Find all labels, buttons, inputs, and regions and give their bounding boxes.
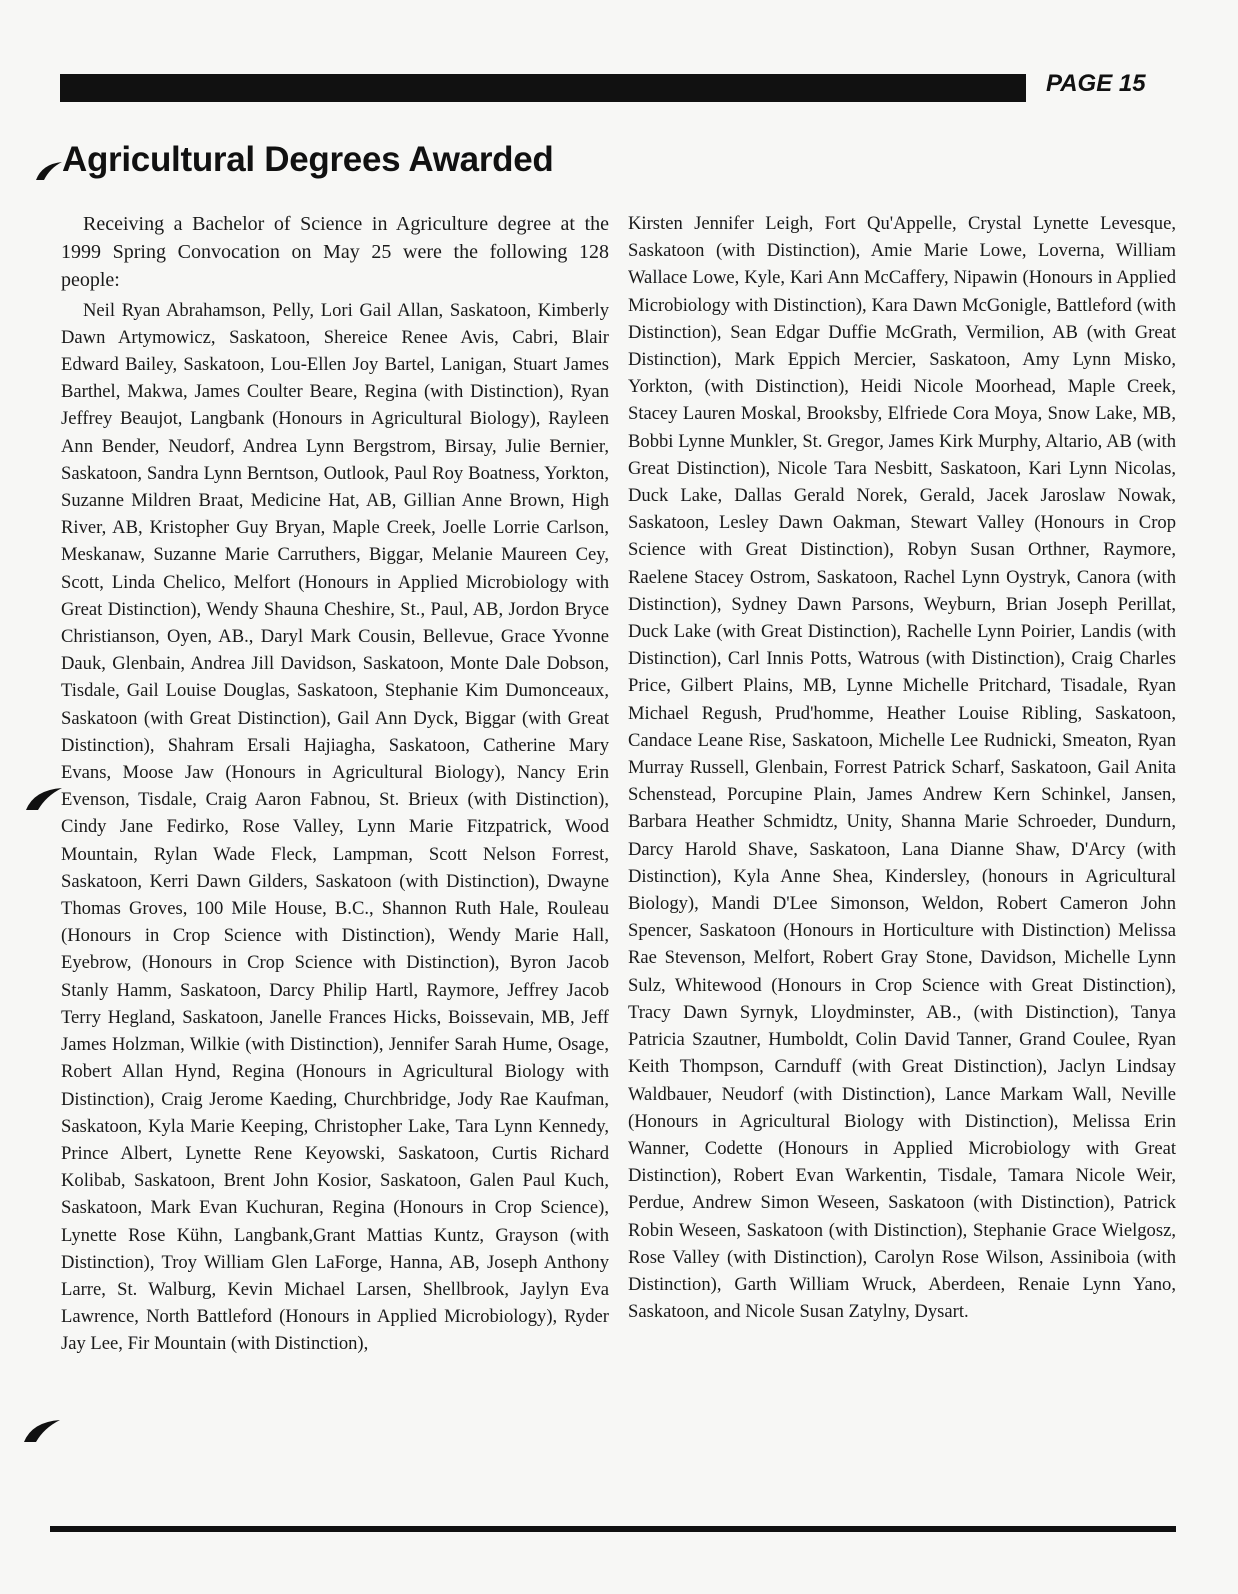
footer-rule — [50, 1526, 1176, 1532]
binder-hole-mark-middle — [24, 786, 64, 812]
page-number: PAGE 15 — [1046, 70, 1146, 97]
article-title: Agricultural Degrees Awarded — [62, 140, 554, 179]
article-column-right — [628, 210, 1176, 1325]
graduate-list-part-1: Neil Ryan Abrahamson, Pelly, Lori Gail Allan, Saskatoon, Kimberly Dawn Artymowicz, Saskatoon, Shereice Renee Avis, Cabri, Blair Edward Bailey, Saskatoon, Lou-Ellen Joy Bartel, Lanigan, Stuart James Barthel, Makwa, James Coulter Beare, Regina (with Distinction), Ryan Jeffrey Beaujot, Langbank (Honours in Agricultural Biology), Rayleen Ann Bender, Neudorf, Andrea Lynn Bergstrom, Birsay, Julie Bernier, Saskatoon, Sandra Lynn Berntson, Outlook, Paul Roy Boatness, Yorkton, Suzanne Mildren Braat, Medicine Hat, AB, Gillian Anne Brown, High River, AB, Kristopher Guy Bryan, Maple Creek, Joelle Lorrie Carlson, Meskanaw, Suzanne Marie Carruthers, Biggar, Melanie Maureen Cey, Scott, Linda Chelico, Melfort (Honours in Applied Microbiology with Great Distinction), Wendy Shauna Cheshire, St., Paul, AB, Jordon Bryce Christianson, Oyen, AB., Daryl Mark Cousin, Bellevue, Grace Yvonne Dauk, Glenbain, Andrea Jill Davidson, Saskatoon, Monte Dale Dobson, Tisdale, Gail Louise Douglas, Saskatoon, Stephanie Kim Dumonceaux, Saskatoon (with Great Distinction), Gail Ann Dyck, Biggar (with Great Distinction), Shahram Ersali Hajiagha, Saskatoon, Catherine Mary Evans, Moose Jaw (Honours in Agricultural Biology), Nancy Erin Evenson, Tisdale, Craig Aaron Fabnou, St. Brieux (with Distinction), Cindy Jane Fedirko, Rose Valley, Lynn Marie Fitzpatrick, Wood Mountain, Rylan Wade Fleck, Lampman, Scott Nelson Forrest, Saskatoon, Kerri Dawn Gilders, Saskatoon (with Distinction), Dwayne Thomas Groves, 100 Mile House, B.C., Shannon Ruth Hale, Rouleau (Honours in Crop Science with Distinction), Wendy Marie Hall, Eyebrow, (Honours in Crop Science with Distinction), Byron Jacob Stanly Hamm, Saskatoon, Darcy Philip Hartl, Raymore, Jeffrey Jacob Terry Hegland, Saskatoon, Janelle Frances Hicks, Boissevain, MB, Jeff James Holzman, Wilkie (with Distinction), Jennifer Sarah Hume, Osage, Robert Allan Hynd, Regina (Honours in Agricultural Biology with Distinction), Craig Jerome Kaeding, Churchbridge, Jody Rae Kaufman, Saskatoon, Kyla Marie Keeping, Christopher Lake, Tara Lynn Kennedy, Prince Albert, Lynette Rene Keyowski, Saskatoon, Curtis Richard Kolibab, Saskatoon, Brent John Kosior, Saskatoon, Galen Paul Kuch, Saskatoon, Mark Evan Kuchuran, Regina (Honours in Crop Science), Lynette Rose Kühn, Langbank,Grant Mattias Kuntz, Grayson (with Distinction), Troy William Glen LaForge, Hanna, AB, Joseph Anthony Larre, St. Walburg, Kevin Michael Larsen, Shellbrook, Jaylyn Eva Lawrence, North Battleford (Honours in Applied Microbiology), Ryder Jay Lee, Fir Mountain (with Distinction), — [61, 299, 609, 1355]
article-intro: Receiving a Bachelor of Science in Agriculture degree at the 1999 Spring Convocation on May 25 were the following 128 people: — [61, 213, 609, 292]
header-bar — [60, 74, 1026, 102]
binder-hole-mark-bottom — [22, 1418, 62, 1444]
graduate-list-part-2: Kirsten Jennifer Leigh, Fort Qu'Appelle, Crystal Lynette Levesque, Saskatoon (with Distinction), Amie Marie Lowe, Loverna, William Wallace Lowe, Kyle, Kari Ann McCaffery, Nipawin (Honours in Applied Microbiology with Distinction), Kara Dawn McGonigle, Battleford (with Distinction), Sean Edgar Duffie McGrath, Vermilion, AB (with Great Distinction), Mark Eppich Mercier, Saskatoon, Amy Lynn Misko, Yorkton, (with Distinction), Heidi Nicole Moorhead, Maple Creek, Stacey Lauren Moskal, Brooksby, Elfriede Cora Moya, Snow Lake, MB, Bobbi Lynne Munkler, St. Gregor, James Kirk Murphy, Altario, AB (with Great Distinction), Nicole Tara Nesbitt, Saskatoon, Kari Lynn Nicolas, Duck Lake, Dallas Gerald Norek, Gerald, Jacek Jaroslaw Nowak, Saskatoon, Lesley Dawn Oakman, Stewart Valley (Honours in Crop Science with Great Distinction), Robyn Susan Orthner, Raymore, Raelene Stacey Ostrom, Saskatoon, Rachel Lynn Oystryk, Canora (with Distinction), Sydney Dawn Parsons, Weyburn, Brian Joseph Perillat, Duck Lake (with Great Distinction), Rachelle Lynn Poirier, Landis (with Distinction), Carl Innis Potts, Watrous (with Distinction), Craig Charles Price, Gilbert Plains, MB, Lynne Michelle Pritchard, Tisadale, Ryan Michael Regush, Prud'homme, Heather Louise Ribling, Saskatoon, Candace Leane Rise, Saskatoon, Michelle Lee Rudnicki, Smeaton, Ryan Murray Russell, Glenbain, Forrest Patrick Scharf, Saskatoon, Gail Anita Schenstead, Porcupine Plain, James Andrew Kern Schinkel, Jansen, Barbara Heather Schmidtz, Unity, Shanna Marie Schroeder, Dundurn, Darcy Harold Shave, Saskatoon, Lana Dianne Shaw, D'Arcy (with Distinction), Kyla Anne Shea, Kindersley, (honours in Agricultural Biology), Mandi D'Lee Simonson, Weldon, Robert Cameron John Spencer, Saskatoon (Honours in Horticulture with Distinction) Melissa Rae Stevenson, Melfort, Robert Gray Stone, Davidson, Michelle Lynn Sulz, Whitewood (Honours in Crop Science with Great Distinction), Tracy Dawn Syrnyk, Lloydminster, AB., (with Distinction), Tanya Patricia Szautner, Humboldt, Colin David Tanner, Grand Coulee, Ryan Keith Thompson, Carnduff (with Great Distinction), Jaclyn Lindsay Waldbauer, Neudorf (with Distinction), Lance Markam Wall, Neville (Honours in Agricultural Biology with Distinction), Melissa Erin Wanner, Codette (Honours in Applied Microbiology with Great Distinction), Robert Evan Warkentin, Tisdale, Tamara Nicole Weir, Perdue, Andrew Simon Weseen, Saskatoon (with Distinction), Patrick Robin Weseen, Saskatoon (with Distinction), Stephanie Grace Wielgosz, Rose Valley (with Distinction), Carolyn Rose Wilson, Assiniboia (with Distinction), Garth William Wruck, Aberdeen, Renaie Lynn Yano, Saskatoon, and Nicole Susan Zatylny, Dysart. — [628, 213, 1176, 1323]
article-column-left — [61, 210, 609, 1358]
binder-hole-mark-top — [34, 160, 64, 182]
